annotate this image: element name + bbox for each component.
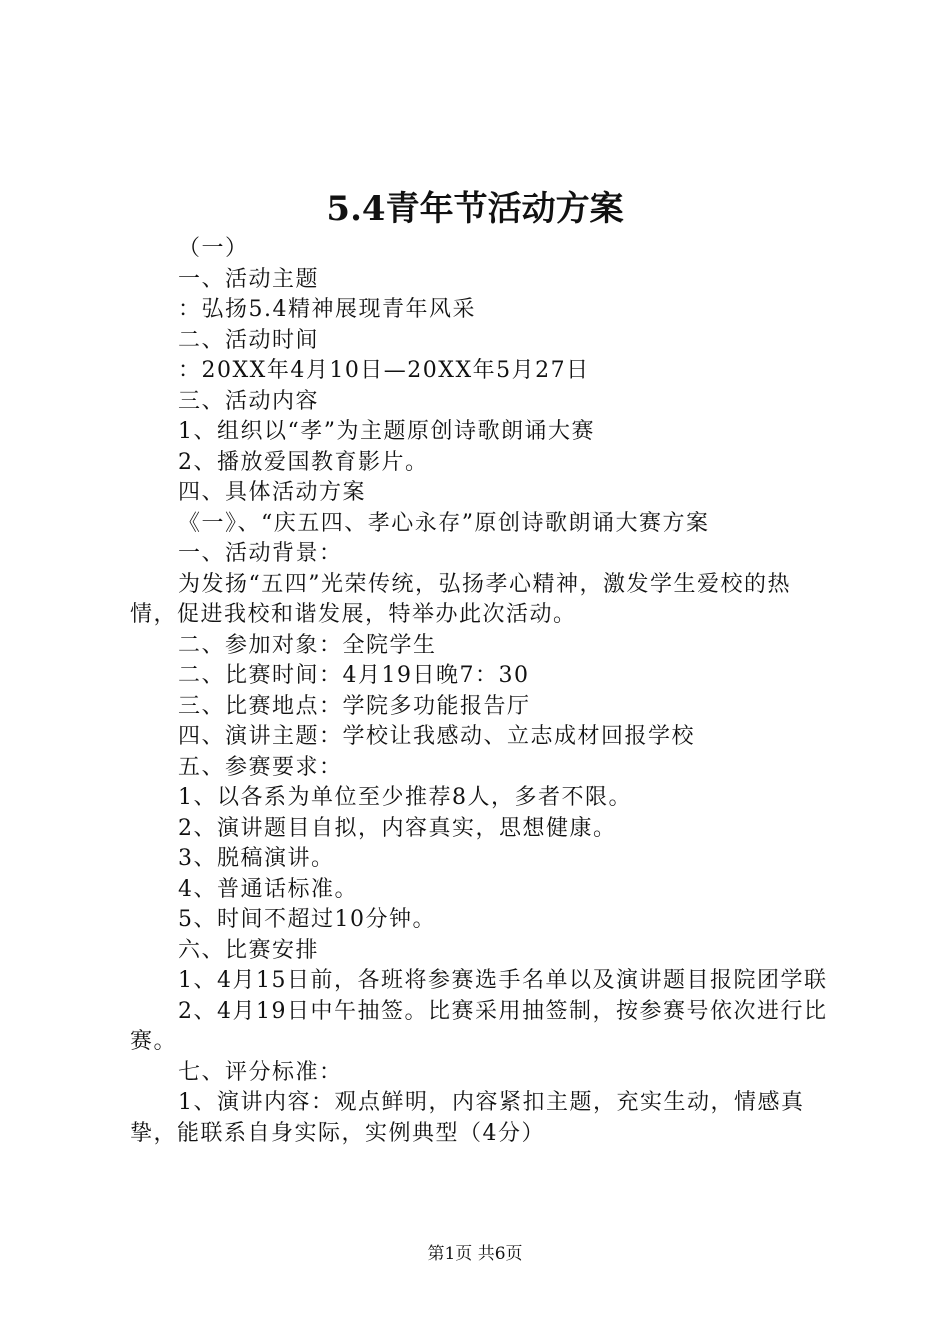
paragraph: 二、活动时间 bbox=[178, 327, 320, 353]
paragraph: 1、4月15日前，各班将参赛选手名单以及演讲题目报院团学联 bbox=[178, 968, 828, 993]
paragraph: 三、活动内容 bbox=[178, 388, 320, 414]
paragraph: 七、评分标准： bbox=[178, 1059, 343, 1085]
page-footer: 第1页 共6页 bbox=[427, 1244, 523, 1264]
paragraph: 2、播放爱国教育影片。 bbox=[178, 449, 429, 475]
paragraph: 4、普通话标准。 bbox=[178, 876, 358, 902]
paragraph: 三、比赛地点：学院多功能报告厅 bbox=[178, 693, 531, 719]
paragraph: 为发扬“五四”光荣传统，弘扬孝心精神，激发学生爱校的热情，促进我校和谐发展，特举办此次活动。 bbox=[130, 571, 791, 627]
paragraph: ：弘扬5.4精神展现青年风采 bbox=[178, 297, 476, 322]
paragraph: 二、比赛时间：4月19日晚7：30 bbox=[178, 663, 530, 688]
paragraph: 1、演讲内容：观点鲜明，内容紧扣主题，充实生动，情感真挚，能联系自身实际，实例典型（4分） bbox=[130, 1090, 805, 1146]
paragraph: 一、活动主题 bbox=[178, 266, 320, 292]
paragraph: 1、组织以“孝”为主题原创诗歌朗诵大赛 bbox=[178, 419, 595, 444]
paragraph: 四、演讲主题：学校让我感动、立志成材回报学校 bbox=[178, 724, 696, 749]
paragraph: （一） bbox=[178, 236, 249, 261]
paragraph: 2、4月19日中午抽签。比赛采用抽签制，按参赛号依次进行比赛。 bbox=[130, 998, 828, 1054]
paragraph: ：20XX年4月10日—20XX年5月27日 bbox=[178, 358, 590, 383]
paragraph: 二、参加对象：全院学生 bbox=[178, 632, 437, 658]
paragraph: 《一》、“庆五四、孝心永存”原创诗歌朗诵大赛方案 bbox=[178, 510, 710, 536]
paragraph: 五、参赛要求： bbox=[178, 754, 343, 780]
paragraph: 2、演讲题目自拟，内容真实，思想健康。 bbox=[178, 815, 617, 841]
document-title: 5.4青年节活动方案 bbox=[326, 189, 624, 229]
document-body bbox=[130, 234, 834, 1149]
paragraph: 3、脱稿演讲。 bbox=[178, 846, 335, 871]
paragraph: 六、比赛安排 bbox=[178, 937, 320, 963]
paragraph: 1、以各系为单位至少推荐8人，多者不限。 bbox=[178, 785, 632, 810]
paragraph: 5、时间不超过10分钟。 bbox=[178, 907, 436, 932]
paragraph: 四、具体活动方案 bbox=[178, 480, 367, 505]
paragraph: 一、活动背景： bbox=[178, 541, 343, 566]
